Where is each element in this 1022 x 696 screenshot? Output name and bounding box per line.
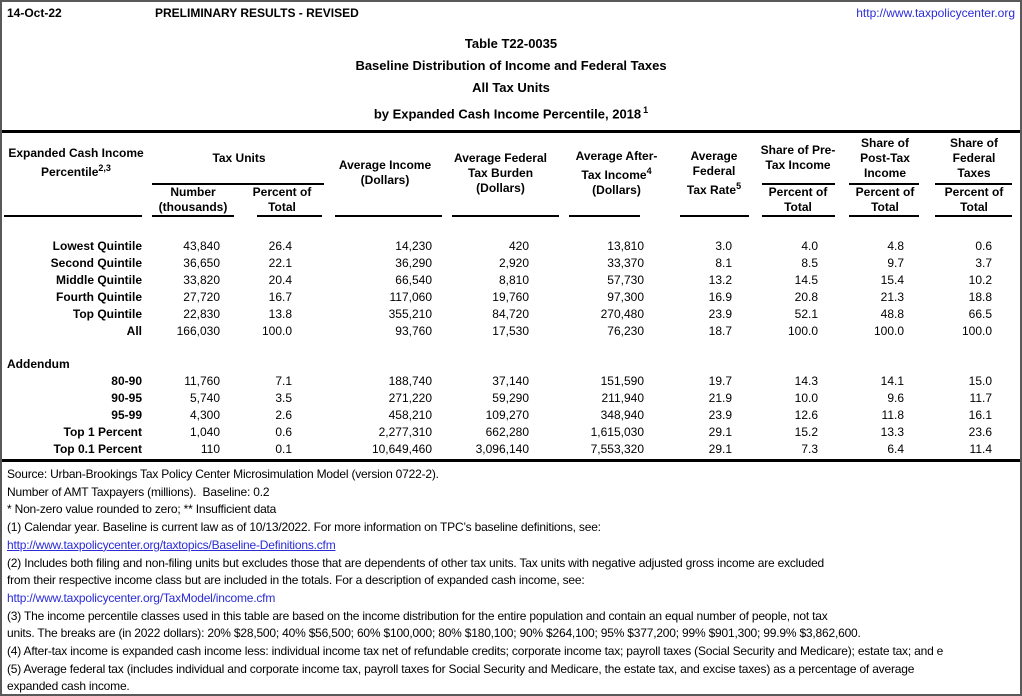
footnote-line-13: expanded cash income. xyxy=(7,679,130,694)
cell-value: 4.8 xyxy=(887,238,904,253)
cell-value: 13.3 xyxy=(880,424,904,439)
cell-value: 109,270 xyxy=(485,407,529,422)
cell-value: 29.1 xyxy=(708,441,732,456)
report-date: 14-Oct-22 xyxy=(7,6,62,20)
table-row-lowest-quintile xyxy=(2,237,1020,254)
cell-value: 2.6 xyxy=(275,407,292,422)
row-label: Second Quintile xyxy=(50,255,142,270)
top-padding-row xyxy=(2,218,1020,237)
footnote-ref-1: 1 xyxy=(643,105,649,115)
header-average-federal-tax-rate: Average Federal Tax Rate$^5$ xyxy=(674,133,754,217)
cell-value: 7.1 xyxy=(275,373,292,388)
cell-value: 11.4 xyxy=(969,441,992,456)
cell-value: 8.5 xyxy=(801,255,818,270)
cell-value: 6.4 xyxy=(887,441,904,456)
cell-value: 10.2 xyxy=(968,272,992,287)
cell-value: 1,615,030 xyxy=(590,424,644,439)
footnote-line-11: (4) After-tax income is expanded cash income less: individual income tax net of refundable credits; corporate income tax; payroll taxes (Social Security and Medicare); estate tax; and e xyxy=(7,644,944,659)
header-expanded-cash-income: Expanded Cash Income Percentile$^{2,3}$ xyxy=(2,133,150,217)
cell-value: 93,760 xyxy=(395,323,432,338)
cell-value: 7,553,320 xyxy=(590,441,644,456)
cell-value: 26.4 xyxy=(268,238,292,253)
cell-value: 11.8 xyxy=(881,407,904,422)
spacer xyxy=(2,339,1020,355)
row-label: Top 0.1 Percent xyxy=(53,441,142,456)
cell-value: 100.0 xyxy=(873,323,904,338)
table-row-top-quintile xyxy=(2,305,1020,322)
footnote-ref-2-3: 2,3 xyxy=(98,163,111,173)
row-label: Lowest Quintile xyxy=(52,238,142,253)
row-label: Top 1 Percent xyxy=(63,424,142,439)
cell-value: 18.7 xyxy=(708,323,732,338)
table-number-title: Table T22-0035 xyxy=(464,36,558,51)
cell-value: 11.7 xyxy=(969,390,992,405)
table-subtitle-percentile: by Expanded Cash Income Percentile, 2018 $^1$ xyxy=(373,105,649,122)
spacer-row xyxy=(2,339,1020,355)
cell-value: 662,280 xyxy=(485,424,529,439)
header-number-thousands: Number (thousands) xyxy=(158,185,228,214)
cell-value: 97,300 xyxy=(607,289,644,304)
footnote-line-2: Number of AMT Taxpayers (millions). Baseline: 0.2 xyxy=(7,484,270,499)
table-row-second-quintile xyxy=(2,254,1020,271)
cell-value: 18.8 xyxy=(968,289,992,304)
footnote-line-9: (3) The income percentile classes used in this table are based on the income distribution for the entire population and contain an equal number of people, not tax xyxy=(7,608,828,623)
cell-value: 66,540 xyxy=(395,272,432,287)
cell-value: 100.0 xyxy=(787,323,818,338)
cell-value: 420 xyxy=(508,238,529,253)
cell-value: 348,940 xyxy=(600,407,644,422)
table-row-top-0-1-percent xyxy=(2,440,1020,457)
table-subtitle-units: All Tax Units xyxy=(472,80,550,95)
footnotes xyxy=(2,463,1020,696)
footnote-line-12: (5) Average federal tax (includes individual and corporate income tax, payroll taxes for Social Security and Medicare, the estate tax, and excise taxes) as a percentage of average xyxy=(7,661,915,676)
table-main-title: Baseline Distribution of Income and Federal Taxes xyxy=(355,58,667,73)
column-headers xyxy=(2,133,1020,217)
cell-value: 76,230 xyxy=(607,323,644,338)
title-block xyxy=(2,33,1020,125)
cell-value: 33,370 xyxy=(607,255,644,270)
cell-value: 3.7 xyxy=(975,255,992,270)
header-underline xyxy=(335,215,442,217)
header-percent-of-total-posttax: Percent of Total xyxy=(855,185,915,214)
cell-value: 271,220 xyxy=(388,390,432,405)
header-underline xyxy=(452,215,559,217)
preliminary-status-label: PRELIMINARY RESULTS - REVISED xyxy=(155,6,359,20)
header-average-after-tax-income: Average After- Tax Income$^4$ (Dollars) xyxy=(559,133,674,217)
cell-value: 2,277,310 xyxy=(378,424,432,439)
cell-value: 2,920 xyxy=(498,255,529,270)
header-average-federal-tax-burden: Average Federal Tax Burden (Dollars) xyxy=(442,133,559,217)
cell-value: 270,480 xyxy=(600,306,644,321)
cell-value: 20.8 xyxy=(794,289,818,304)
header-underline xyxy=(152,215,234,217)
cell-value: 19.7 xyxy=(708,373,732,388)
cell-value: 14,230 xyxy=(395,238,432,253)
header-percent-of-total-pretax: Percent of Total xyxy=(768,185,828,214)
cell-value: 355,210 xyxy=(388,306,432,321)
cell-value: 16.1 xyxy=(968,407,992,422)
cell-value: 36,650 xyxy=(183,255,220,270)
cell-value: 14.5 xyxy=(794,272,818,287)
cell-value: 20.4 xyxy=(268,272,292,287)
cell-value: 22.1 xyxy=(268,255,292,270)
footnote-line-3: * Non-zero value rounded to zero; ** Insufficient data xyxy=(7,502,277,517)
cell-value: 100.0 xyxy=(961,323,992,338)
header-underline xyxy=(680,215,749,217)
row-label: 95-99 xyxy=(111,407,142,422)
top-padding xyxy=(2,218,1020,237)
header-underline xyxy=(849,215,919,217)
header-average-income: Average Income (Dollars) xyxy=(328,133,442,217)
footnote-link[interactable]: http://www.taxpolicycenter.org/taxtopics/Baseline-Definitions.cfm xyxy=(7,537,336,552)
cell-value: 15.0 xyxy=(968,373,992,388)
table-bottom-rule xyxy=(2,459,1020,462)
cell-value: 8,810 xyxy=(498,272,529,287)
footnote-line-6: (2) Includes both filing and non-filing units but excludes those that are dependents of other tax units. Tax units with negative adjusted gross income are excluded xyxy=(7,555,825,570)
row-label: 80-90 xyxy=(111,373,142,388)
cell-value: 12.6 xyxy=(794,407,818,422)
top-strip xyxy=(2,4,1020,24)
row-label: All xyxy=(126,323,142,338)
table-row-90-95 xyxy=(2,389,1020,406)
cell-value: 84,720 xyxy=(492,306,529,321)
header-share-federal-taxes: Share of Federal Taxes Percent of Total xyxy=(928,133,1020,217)
cell-value: 13.2 xyxy=(708,272,732,287)
table-row-95-99 xyxy=(2,406,1020,423)
cell-value: 0.6 xyxy=(975,238,992,253)
table-row-80-90 xyxy=(2,372,1020,389)
header-share-pre-tax-income: Share of Pre- Tax Income Percent of Total xyxy=(754,133,842,217)
cell-value: 4,300 xyxy=(189,407,220,422)
table-row-fourth-quintile xyxy=(2,288,1020,305)
cell-value: 110 xyxy=(200,441,220,456)
cell-value: 151,590 xyxy=(600,373,644,388)
cell-value: 100.0 xyxy=(261,323,292,338)
site-url-link[interactable]: http://www.taxpolicycenter.org xyxy=(856,6,1015,20)
cell-value: 3,096,140 xyxy=(475,441,529,456)
cell-value: 0.6 xyxy=(275,424,292,439)
cell-value: 3.5 xyxy=(275,390,292,405)
footnote-line-4: (1) Calendar year. Baseline is current law as of 10/13/2022. For more information on TPC’s baseline definitions, see: xyxy=(7,520,601,535)
cell-value: 29.1 xyxy=(708,424,732,439)
cell-value: 19,760 xyxy=(492,289,529,304)
cell-value: 0.1 xyxy=(275,441,292,456)
footnote-line-7: from their respective income class but are included in the totals. For a description of expanded cash income, see: xyxy=(7,573,585,588)
cell-value: 211,940 xyxy=(601,390,644,405)
cell-value: 16.7 xyxy=(268,289,292,304)
addendum-label-row xyxy=(2,355,1020,372)
row-label: Top Quintile xyxy=(72,306,142,321)
table-row-all xyxy=(2,322,1020,339)
cell-value: 14.1 xyxy=(880,373,904,388)
cell-value: 57,730 xyxy=(607,272,644,287)
header-percent-of-total-units: Percent of Total xyxy=(252,185,312,214)
cell-value: 22,830 xyxy=(183,306,220,321)
cell-value: 458,210 xyxy=(388,407,432,422)
addendum-label: Addendum xyxy=(7,356,70,371)
cell-value: 23.6 xyxy=(968,424,992,439)
cell-value: 9.6 xyxy=(887,390,904,405)
cell-value: 21.3 xyxy=(880,289,904,304)
cell-value: 4.0 xyxy=(801,238,818,253)
cell-value: 17,530 xyxy=(492,323,529,338)
data-area xyxy=(2,218,1020,457)
row-label: 90-95 xyxy=(111,390,142,405)
cell-value: 10,649,460 xyxy=(371,441,432,456)
distribution-table xyxy=(2,218,1020,457)
cell-value: 52.1 xyxy=(794,306,818,321)
header-underline xyxy=(569,215,640,217)
header-underline xyxy=(762,215,835,217)
header-tax-units-group: Tax Units Number (thousands) Percent of Total xyxy=(150,133,328,217)
header-underline xyxy=(4,215,142,217)
cell-value: 59,290 xyxy=(492,390,529,405)
cell-value: 11,760 xyxy=(184,373,220,388)
cell-value: 21.9 xyxy=(708,390,732,405)
header-underline xyxy=(257,215,322,217)
cell-value: 188,740 xyxy=(388,373,432,388)
cell-value: 23.9 xyxy=(708,407,732,422)
cell-value: 13.8 xyxy=(268,306,292,321)
cell-value: 23.9 xyxy=(708,306,732,321)
cell-value: 15.4 xyxy=(880,272,904,287)
cell-value: 1,040 xyxy=(189,424,220,439)
cell-value: 66.5 xyxy=(968,306,992,321)
cell-value: 13,810 xyxy=(607,238,644,253)
cell-value: 48.8 xyxy=(880,306,904,321)
footnote-line-10: units. The breaks are (in 2022 dollars): 20% $28,500; 40% $56,500; 60% $100,000; 80% $180,100; 90% $264,100; 95% $377,200; 99% $901,300; 99.9% $3,862,600. xyxy=(7,626,861,641)
cell-value: 9.7 xyxy=(887,255,904,270)
cell-value: 27,720 xyxy=(183,289,220,304)
cell-value: 5,740 xyxy=(189,390,220,405)
cell-value: 15.2 xyxy=(794,424,818,439)
cell-value: 37,140 xyxy=(492,373,529,388)
cell-value: 36,290 xyxy=(395,255,432,270)
cell-value: 166,030 xyxy=(176,323,220,338)
cell-value: 8.1 xyxy=(715,255,732,270)
table-row-top-1-percent xyxy=(2,423,1020,440)
header-share-post-tax-income: Share of Post-Tax Income Percent of Total xyxy=(842,133,928,217)
header-percent-of-total-fedtax: Percent of Total xyxy=(944,185,1004,214)
cell-value: 3.0 xyxy=(715,238,732,253)
footnote-ref-4: 4 xyxy=(646,165,652,176)
row-label: Middle Quintile xyxy=(56,272,142,287)
header-underline xyxy=(935,215,1012,217)
cell-value: 33,820 xyxy=(183,272,220,287)
cell-value: 43,840 xyxy=(183,238,220,253)
cell-value: 10.0 xyxy=(794,390,818,405)
footnote-line-1: Source: Urban-Brookings Tax Policy Center Microsimulation Model (version 0722-2). xyxy=(7,467,439,481)
cell-value: 7.3 xyxy=(801,441,818,456)
cell-value: 14.3 xyxy=(794,373,818,388)
footnote-link[interactable]: http://www.taxpolicycenter.org/TaxModel/income.cfm xyxy=(7,590,276,605)
table-row-middle-quintile xyxy=(2,271,1020,288)
row-label: Fourth Quintile xyxy=(56,289,142,304)
cell-value: 117,060 xyxy=(389,289,432,304)
cell-value: 16.9 xyxy=(708,289,732,304)
footnote-ref-5: 5 xyxy=(736,180,742,191)
